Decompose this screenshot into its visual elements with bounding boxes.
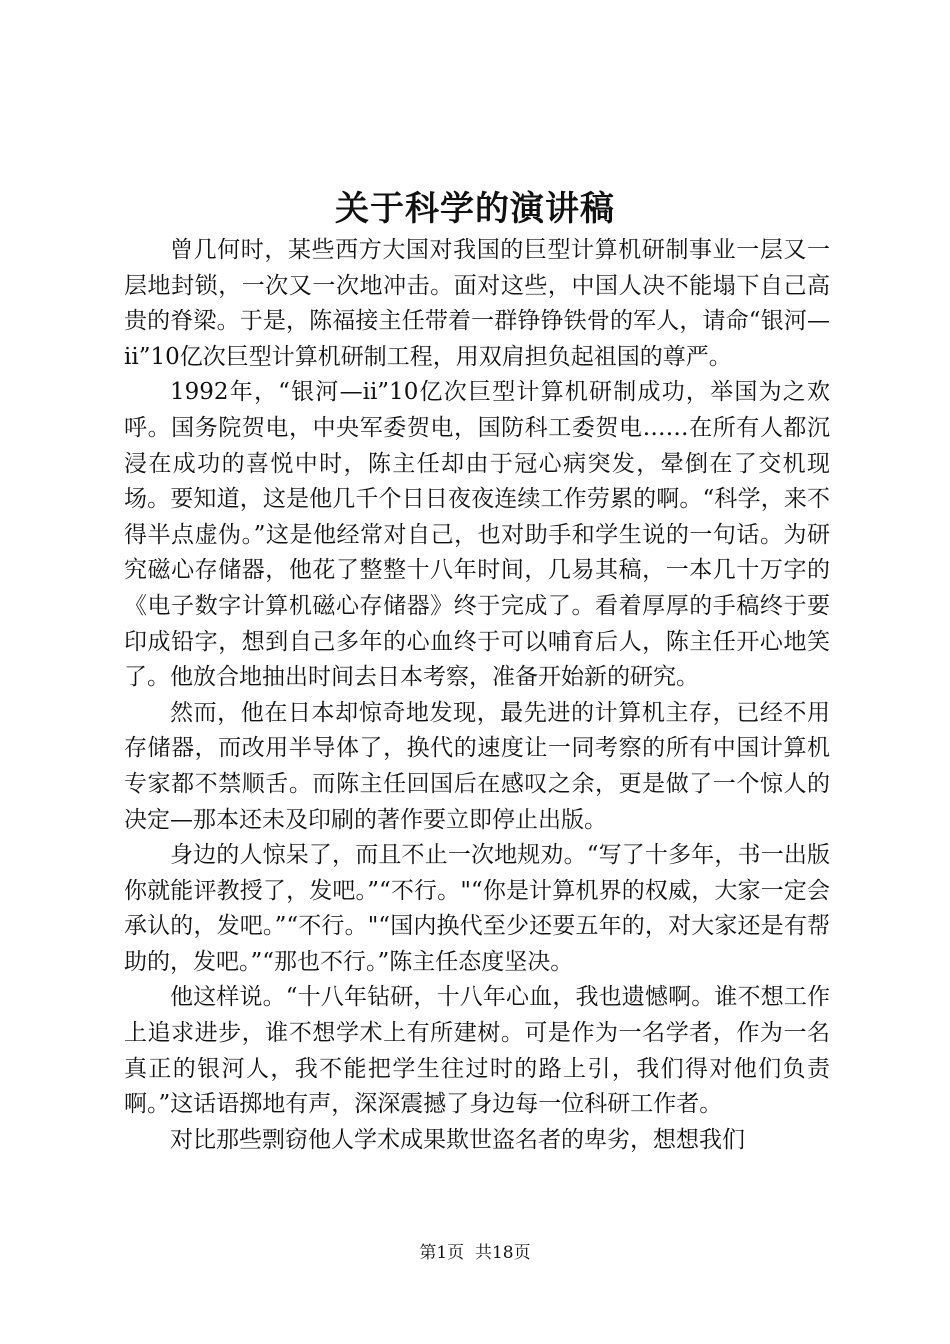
page-number-footer: 第1页 共18页 [419,1243,531,1263]
paragraph: 然而，他在日本却惊奇地发现，最先进的计算机主存，已经不用存储器，而改用半导体了，换代的速度让一同考察的所有中国计算机专家都不禁顺舌。而陈主任回国后在感叹之余，更是做了一个惊人的决定—那本还未及印刷的著作要立即停止出版。 [124,699,830,833]
paragraph: 他这样说。“十八年钻研，十八年心血，我也遗憾啊。谁不想工作上追求进步，谁不想学术上有所建树。可是作为一名学者，作为一名真正的银河人，我不能把学生往过时的路上引，我们得对他们负责啊。”这话语掷地有声，深深震撼了身边每一位科研工作者。 [124,984,830,1118]
paragraph: 对比那些剽窃他人学术成果欺世盗名者的卑劣，想想我们 [170,1126,745,1153]
paragraph: 身边的人惊呆了，而且不止一次地规劝。“写了十多年，书一出版你就能评教授了，发吧。”“不行。"“你是计算机界的权威，大家一定会承认的，发吧。”“不行。"“国内换代至少还要五年的，对大家还是有帮助的，发吧。”“那也不行。”陈主任态度坚决。 [124,842,830,975]
document-title: 关于科学的演讲稿 [335,189,615,229]
paragraph: 1992年，“银河—ii”10亿次巨型计算机研制成功，举国为之欢呼。国务院贺电，中央军委贺电，国防科工委贺电……在所有人都沉浸在成功的喜悦中时，陈主任却由于冠心病突发，晕倒在了交机现场。要知道，这是他几千个日日夜夜连续工作劳累的啊。“科学，来不得半点虚伪。”这是他经常对自己，也对助手和学生说的一句话。为研究磁心存储器，他花了整整十八年时间，几易其稿，一本几十万字的《电子数字计算机磁心存储器》终于完成了。看着厚厚的手稿终于要印成铅字，想到自己多年的心血终于可以哺育后人，陈主任开心地笑了。他放合地抽出时间去日本考察，准备开始新的研究。 [124,379,830,691]
document-body [124,233,830,1158]
paragraph: 曾几何时，某些西方大国对我国的巨型计算机研制事业一层又一层地封锁，一次又一次地冲击。面对这些，中国人决不能塌下自己高贵的脊梁。于是，陈福接主任带着一群铮铮铁骨的军人，请命“银河—ii”10亿次巨型计算机研制工程，用双肩担负起祖国的尊严。 [124,237,830,370]
